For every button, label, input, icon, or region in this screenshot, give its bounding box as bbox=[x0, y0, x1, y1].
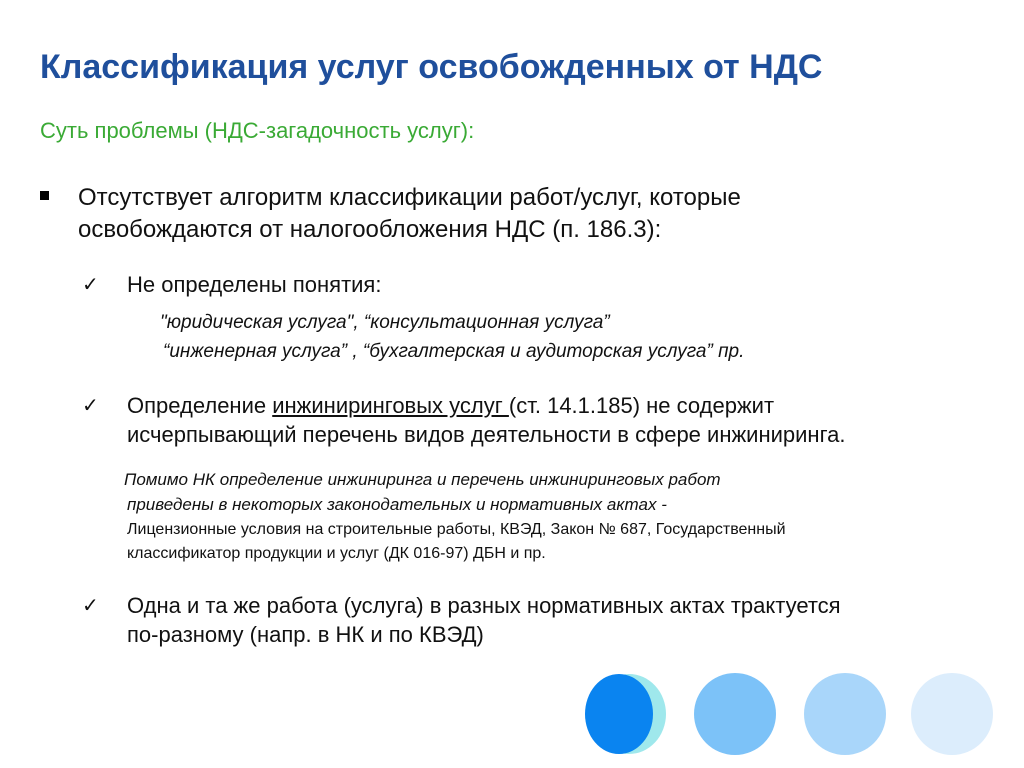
checkmark-icon: ✓ bbox=[82, 274, 99, 296]
item2-line-1 bbox=[127, 392, 774, 420]
item2-underlined-term: инжиниринговых услуг bbox=[272, 393, 509, 418]
item2-line-2: исчерпывающий перечень видов деятельности в сфере инжиниринга. bbox=[127, 422, 846, 447]
item3-line-1: Одна и та же работа (услуга) в разных нормативных актах трактуется bbox=[127, 593, 841, 618]
bullet-text-line-2: освобождаются от налогообложения НДС (п. 186.3): bbox=[78, 216, 662, 243]
checkmark-icon: ✓ bbox=[82, 595, 99, 617]
page-subtitle: Суть проблемы (НДС-загадочность услуг): bbox=[40, 118, 475, 143]
item1-quote-line-2: “инженерная услуга” , “бухгалтерская и аудиторская услуга” пр. bbox=[163, 341, 745, 362]
page-title: Классификация услуг освобожденных от НДС bbox=[40, 48, 823, 86]
item1-quote-line-1: "юридическая услуга", “консультационная услуга” bbox=[160, 312, 610, 333]
decorative-circle-1 bbox=[585, 674, 653, 754]
item2-text-after: (ст. 14.1.185) не содержит bbox=[508, 393, 775, 418]
item2-note-line-3: Лицензионные условия на строительные работы, КВЭД, Закон № 687, Государственный bbox=[127, 521, 786, 538]
item2-note-line-2: приведены в некоторых законодательных и нормативных актах - bbox=[127, 495, 667, 514]
item3-line-2: по-разному (напр. в НК и по КВЭД) bbox=[127, 622, 484, 647]
item2-note-line-1: Помимо НК определение инжиниринга и перечень инжиниринговых работ bbox=[124, 470, 721, 489]
square-bullet-icon bbox=[40, 191, 49, 200]
decorative-circle-4 bbox=[911, 673, 993, 755]
checkmark-icon: ✓ bbox=[82, 395, 99, 417]
item2-text-before: Определение bbox=[127, 393, 273, 418]
item1-text: Не определены понятия: bbox=[127, 272, 382, 297]
decorative-circle-2 bbox=[694, 673, 776, 755]
decorative-circle-3 bbox=[804, 673, 886, 755]
bullet-text-line-1: Отсутствует алгоритм классификации работ/услуг, которые bbox=[78, 184, 741, 211]
item2-note-line-4: классификатор продукции и услуг (ДК 016-97) ДБН и пр. bbox=[127, 545, 546, 562]
